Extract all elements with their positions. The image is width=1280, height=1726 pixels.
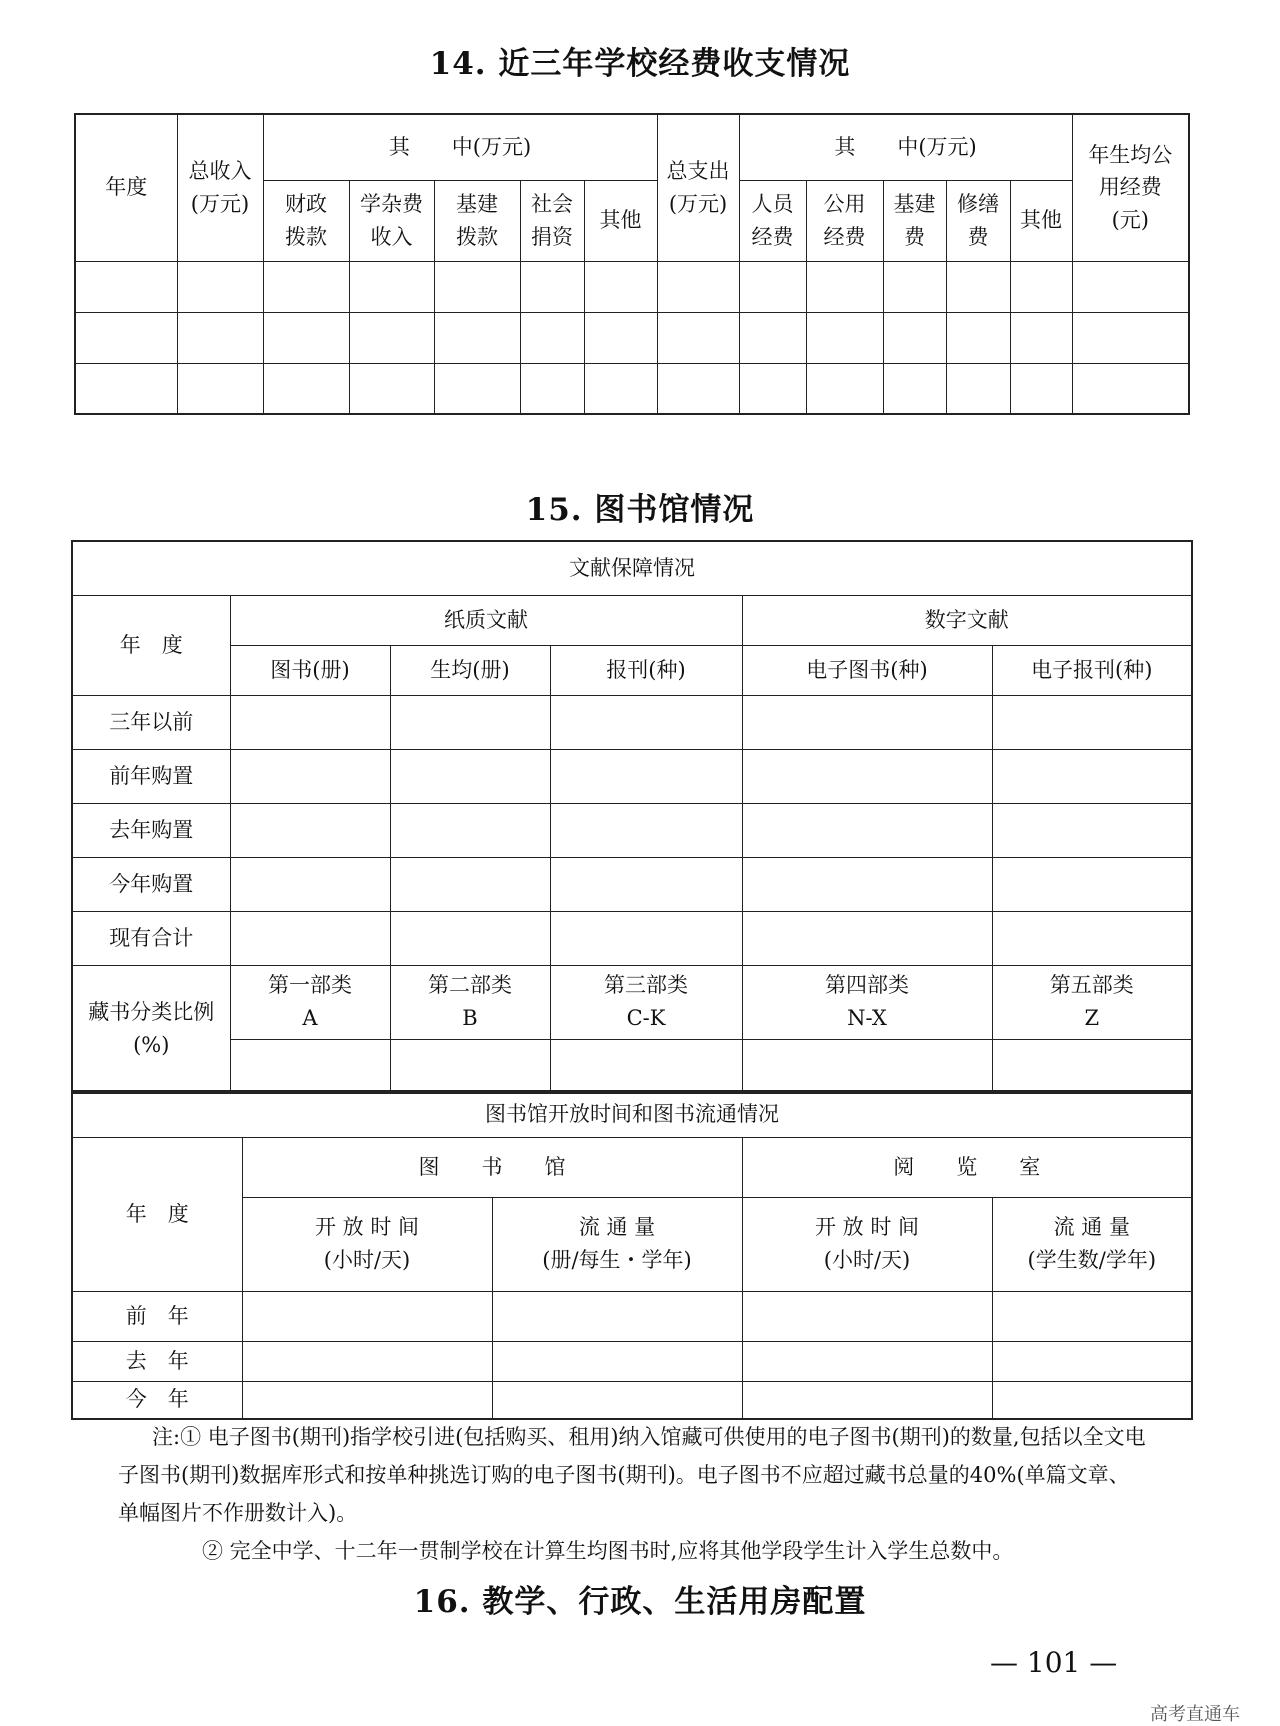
resource-cell[interactable] [230, 695, 390, 749]
income-sub-4-l1: 其他 [599, 208, 642, 233]
resource-cell[interactable] [742, 857, 992, 911]
table-row [72, 1381, 1192, 1419]
section-15-title: 15. 图书馆情况 [525, 492, 755, 528]
income-sub-0-l2: 拨款 [285, 224, 327, 249]
funding-cell[interactable] [434, 363, 520, 414]
row-label: 今年购置 [72, 857, 230, 911]
table-row [72, 1341, 1192, 1381]
funding-cell[interactable] [1072, 261, 1189, 312]
row-label: 三年以前 [72, 695, 230, 749]
funding-cell[interactable] [946, 261, 1010, 312]
header-per-student-l2: 用经费 [1098, 175, 1162, 200]
funding-cell[interactable] [946, 312, 1010, 363]
header-per-student-l1: 年生均公 [1088, 142, 1173, 167]
header-total-income [177, 114, 263, 261]
expense-sub-3-l2: 费 [967, 224, 989, 249]
digital-documents-header: 数字文献 [742, 595, 1192, 645]
section-16-title: 16. 教学、行政、生活用房配置 [413, 1584, 867, 1620]
resource-cell[interactable] [230, 803, 390, 857]
header-income-sub [349, 180, 434, 261]
income-sub-2-l1: 基建 [456, 191, 498, 216]
reading-room-header: 阅 览 室 [742, 1137, 1192, 1197]
classification-label-l2: (%) [133, 1032, 170, 1057]
resource-cell[interactable] [992, 803, 1192, 857]
row-label: 去 年 [72, 1341, 242, 1381]
header-income-group: 其 中(万元) [263, 114, 657, 180]
col-library-open-hours [242, 1197, 492, 1291]
row-label: 去年购置 [72, 803, 230, 857]
funding-cell[interactable] [739, 312, 806, 363]
classification-label-l1: 藏书分类比例 [88, 1000, 215, 1025]
resource-cell[interactable] [550, 749, 742, 803]
category-code: Z [1084, 1006, 1100, 1030]
expense-sub-0-l1: 人员 [751, 191, 794, 216]
header-total-income-l1: 总收入 [188, 159, 252, 184]
watermark: 高考直通车 [1150, 1704, 1240, 1725]
funding-cell[interactable] [584, 261, 657, 312]
circulation-cell[interactable] [742, 1341, 992, 1381]
funding-cell[interactable] [177, 261, 263, 312]
header-income-sub [520, 180, 584, 261]
col-l2: (小时/天) [823, 1248, 911, 1272]
income-sub-3-l1: 社会 [531, 191, 573, 216]
funding-cell[interactable] [520, 363, 584, 414]
resource-cell[interactable] [390, 749, 550, 803]
table-row [72, 857, 1192, 911]
classification-cell[interactable] [742, 1039, 992, 1093]
category-header [742, 965, 992, 1039]
header-income-sub [584, 180, 657, 261]
funding-cell[interactable] [177, 312, 263, 363]
header-total-expense [657, 114, 739, 261]
header-expense-sub [806, 180, 883, 261]
funding-cell[interactable] [584, 363, 657, 414]
category-header [550, 965, 742, 1039]
header-expense-sub [1010, 180, 1072, 261]
funding-cell[interactable] [883, 312, 946, 363]
circulation-cell[interactable] [492, 1381, 742, 1419]
classification-cell[interactable] [390, 1039, 550, 1093]
table-row [72, 911, 1192, 965]
resource-cell[interactable] [550, 695, 742, 749]
table-row [72, 803, 1192, 857]
page-number: — 101 — [990, 1646, 1118, 1679]
funding-cell[interactable] [1072, 312, 1189, 363]
row-label: 今 年 [72, 1381, 242, 1419]
col-l1: 开 放 时 间 [314, 1215, 420, 1240]
header-per-student-l3: (元) [1111, 208, 1149, 233]
classification-label [72, 965, 230, 1093]
col-reading-circulation [992, 1197, 1192, 1291]
category-name: 第二部类 [428, 973, 512, 998]
col-l1: 流 通 量 [578, 1215, 656, 1240]
circulation-cell[interactable] [742, 1291, 992, 1341]
header-expense-sub [883, 180, 946, 261]
classification-cell[interactable] [230, 1039, 390, 1093]
resources-year-label: 年 度 [72, 595, 230, 695]
resource-cell[interactable] [390, 911, 550, 965]
circulation-cell[interactable] [242, 1291, 492, 1341]
funding-cell[interactable] [657, 261, 739, 312]
category-header [390, 965, 550, 1039]
category-name: 第一部类 [268, 973, 352, 998]
header-expense-sub [739, 180, 806, 261]
expense-sub-0-l2: 经费 [751, 224, 794, 249]
funding-cell[interactable] [1010, 312, 1072, 363]
expense-sub-2-l2: 费 [904, 224, 926, 249]
expense-sub-2-l1: 基建 [893, 191, 936, 216]
funding-cell[interactable] [806, 312, 883, 363]
expense-sub-1-l1: 公用 [823, 191, 866, 216]
resource-cell[interactable] [742, 803, 992, 857]
expense-sub-1-l2: 经费 [823, 224, 866, 249]
income-sub-1-l2: 收入 [370, 224, 413, 249]
category-code: B [462, 1006, 478, 1030]
category-code: N-X [847, 1006, 887, 1030]
funding-cell[interactable] [75, 312, 177, 363]
library-resources-table [71, 540, 1193, 1094]
funding-cell[interactable] [75, 261, 177, 312]
paper-documents-header: 纸质文献 [230, 595, 742, 645]
header-income-sub [434, 180, 520, 261]
header-expense-group: 其 中(万元) [739, 114, 1072, 180]
resource-cell[interactable] [992, 857, 1192, 911]
funding-cell[interactable] [1010, 261, 1072, 312]
circulation-cell[interactable] [742, 1381, 992, 1419]
table-row [72, 1291, 1192, 1341]
funding-cell[interactable] [349, 312, 434, 363]
col-books: 图书(册) [230, 645, 390, 695]
table-row [75, 261, 1189, 312]
library-header: 图 书 馆 [242, 1137, 742, 1197]
circulation-cell[interactable] [992, 1341, 1192, 1381]
col-l2: (小时/天) [323, 1248, 411, 1272]
col-ejournals: 电子报刊(种) [992, 645, 1192, 695]
header-per-student [1072, 114, 1189, 261]
funding-cell[interactable] [434, 312, 520, 363]
section-14-title: 14. 近三年学校经费收支情况 [429, 46, 851, 82]
header-income-sub [263, 180, 349, 261]
income-sub-0-l1: 财政 [285, 191, 327, 216]
col-ebooks: 电子图书(种) [742, 645, 992, 695]
funding-cell[interactable] [349, 363, 434, 414]
table-row [72, 695, 1192, 749]
notes [118, 1418, 1148, 1570]
funding-cell[interactable] [349, 261, 434, 312]
income-sub-2-l2: 拨款 [456, 224, 498, 249]
funding-table [74, 113, 1190, 415]
circulation-cell[interactable] [992, 1381, 1192, 1419]
resource-cell[interactable] [390, 695, 550, 749]
classification-cell[interactable] [992, 1039, 1192, 1093]
funding-cell[interactable] [739, 261, 806, 312]
note-2: ② 完全中学、十二年一贯制学校在计算生均图书时,应将其他学段学生计入学生总数中。 [202, 1539, 1014, 1563]
circulation-cell[interactable] [242, 1381, 492, 1419]
funding-cell[interactable] [584, 312, 657, 363]
resource-cell[interactable] [992, 749, 1192, 803]
funding-cell[interactable] [806, 363, 883, 414]
funding-cell[interactable] [520, 261, 584, 312]
col-l2: (学生数/学年) [1027, 1248, 1157, 1272]
circulation-caption: 图书馆开放时间和图书流通情况 [72, 1091, 1192, 1137]
library-circulation-table [71, 1090, 1193, 1420]
resources-caption: 文献保障情况 [72, 541, 1192, 595]
header-year: 年度 [75, 114, 177, 261]
funding-cell[interactable] [1072, 363, 1189, 414]
funding-cell[interactable] [75, 363, 177, 414]
col-library-circulation [492, 1197, 742, 1291]
category-header [230, 965, 390, 1039]
resource-cell[interactable] [390, 857, 550, 911]
table-row [75, 312, 1189, 363]
circulation-cell[interactable] [492, 1291, 742, 1341]
circulation-cell[interactable] [492, 1341, 742, 1381]
funding-cell[interactable] [657, 312, 739, 363]
row-label: 现有合计 [72, 911, 230, 965]
table-row [72, 749, 1192, 803]
resource-cell[interactable] [230, 749, 390, 803]
funding-cell[interactable] [177, 363, 263, 414]
header-expense-sub [946, 180, 1010, 261]
col-reading-open-hours [742, 1197, 992, 1291]
income-sub-3-l2: 捐资 [531, 224, 573, 249]
row-label: 前年购置 [72, 749, 230, 803]
resource-cell[interactable] [550, 857, 742, 911]
resource-cell[interactable] [230, 857, 390, 911]
resource-cell[interactable] [742, 695, 992, 749]
expense-sub-4-l1: 其他 [1020, 208, 1063, 233]
funding-cell[interactable] [263, 261, 349, 312]
category-name: 第四部类 [825, 973, 909, 998]
resource-cell[interactable] [550, 911, 742, 965]
circulation-cell[interactable] [992, 1291, 1192, 1341]
resource-cell[interactable] [550, 803, 742, 857]
header-total-expense-l1: 总支出 [666, 159, 730, 184]
funding-cell[interactable] [739, 363, 806, 414]
col-l2: (册/每生・学年) [542, 1248, 692, 1272]
resource-cell[interactable] [742, 911, 992, 965]
category-header [992, 965, 1192, 1039]
col-per-student: 生均(册) [390, 645, 550, 695]
circulation-year-label: 年 度 [72, 1137, 242, 1291]
header-total-expense-l2: (万元) [668, 191, 728, 216]
resource-cell[interactable] [390, 803, 550, 857]
col-l1: 开 放 时 间 [814, 1215, 920, 1240]
income-sub-1-l1: 学杂费 [360, 191, 423, 216]
funding-cell[interactable] [883, 363, 946, 414]
category-name: 第五部类 [1049, 973, 1134, 998]
funding-cell[interactable] [883, 261, 946, 312]
funding-cell[interactable] [434, 261, 520, 312]
circulation-cell[interactable] [242, 1341, 492, 1381]
category-code: C-K [626, 1006, 666, 1030]
table-row [72, 1039, 1192, 1093]
funding-cell[interactable] [1010, 363, 1072, 414]
funding-cell[interactable] [657, 363, 739, 414]
resource-cell[interactable] [742, 749, 992, 803]
category-code: A [302, 1006, 318, 1030]
classification-cell[interactable] [550, 1039, 742, 1093]
resource-cell[interactable] [992, 695, 1192, 749]
col-l1: 流 通 量 [1053, 1215, 1130, 1240]
table-row [75, 363, 1189, 414]
expense-sub-3-l1: 修缮 [957, 191, 1000, 216]
row-label: 前 年 [72, 1291, 242, 1341]
funding-cell[interactable] [263, 312, 349, 363]
col-periodicals: 报刊(种) [550, 645, 742, 695]
resource-cell[interactable] [230, 911, 390, 965]
header-total-income-l2: (万元) [190, 191, 250, 216]
category-name: 第三部类 [604, 973, 688, 998]
funding-cell[interactable] [263, 363, 349, 414]
funding-cell[interactable] [946, 363, 1010, 414]
note-1: 注:① 电子图书(期刊)指学校引进(包括购买、租用)纳入馆藏可供使用的电子图书(期刊)的数量,包括以全文电子图书(期刊)数据库形式和按单种挑选订购的电子图书(期刊)。电子图书不应超过藏书总量的40%(单篇文章、单幅图片不作册数计入)。 [118, 1425, 1146, 1525]
funding-cell[interactable] [806, 261, 883, 312]
resource-cell[interactable] [992, 911, 1192, 965]
funding-cell[interactable] [520, 312, 584, 363]
